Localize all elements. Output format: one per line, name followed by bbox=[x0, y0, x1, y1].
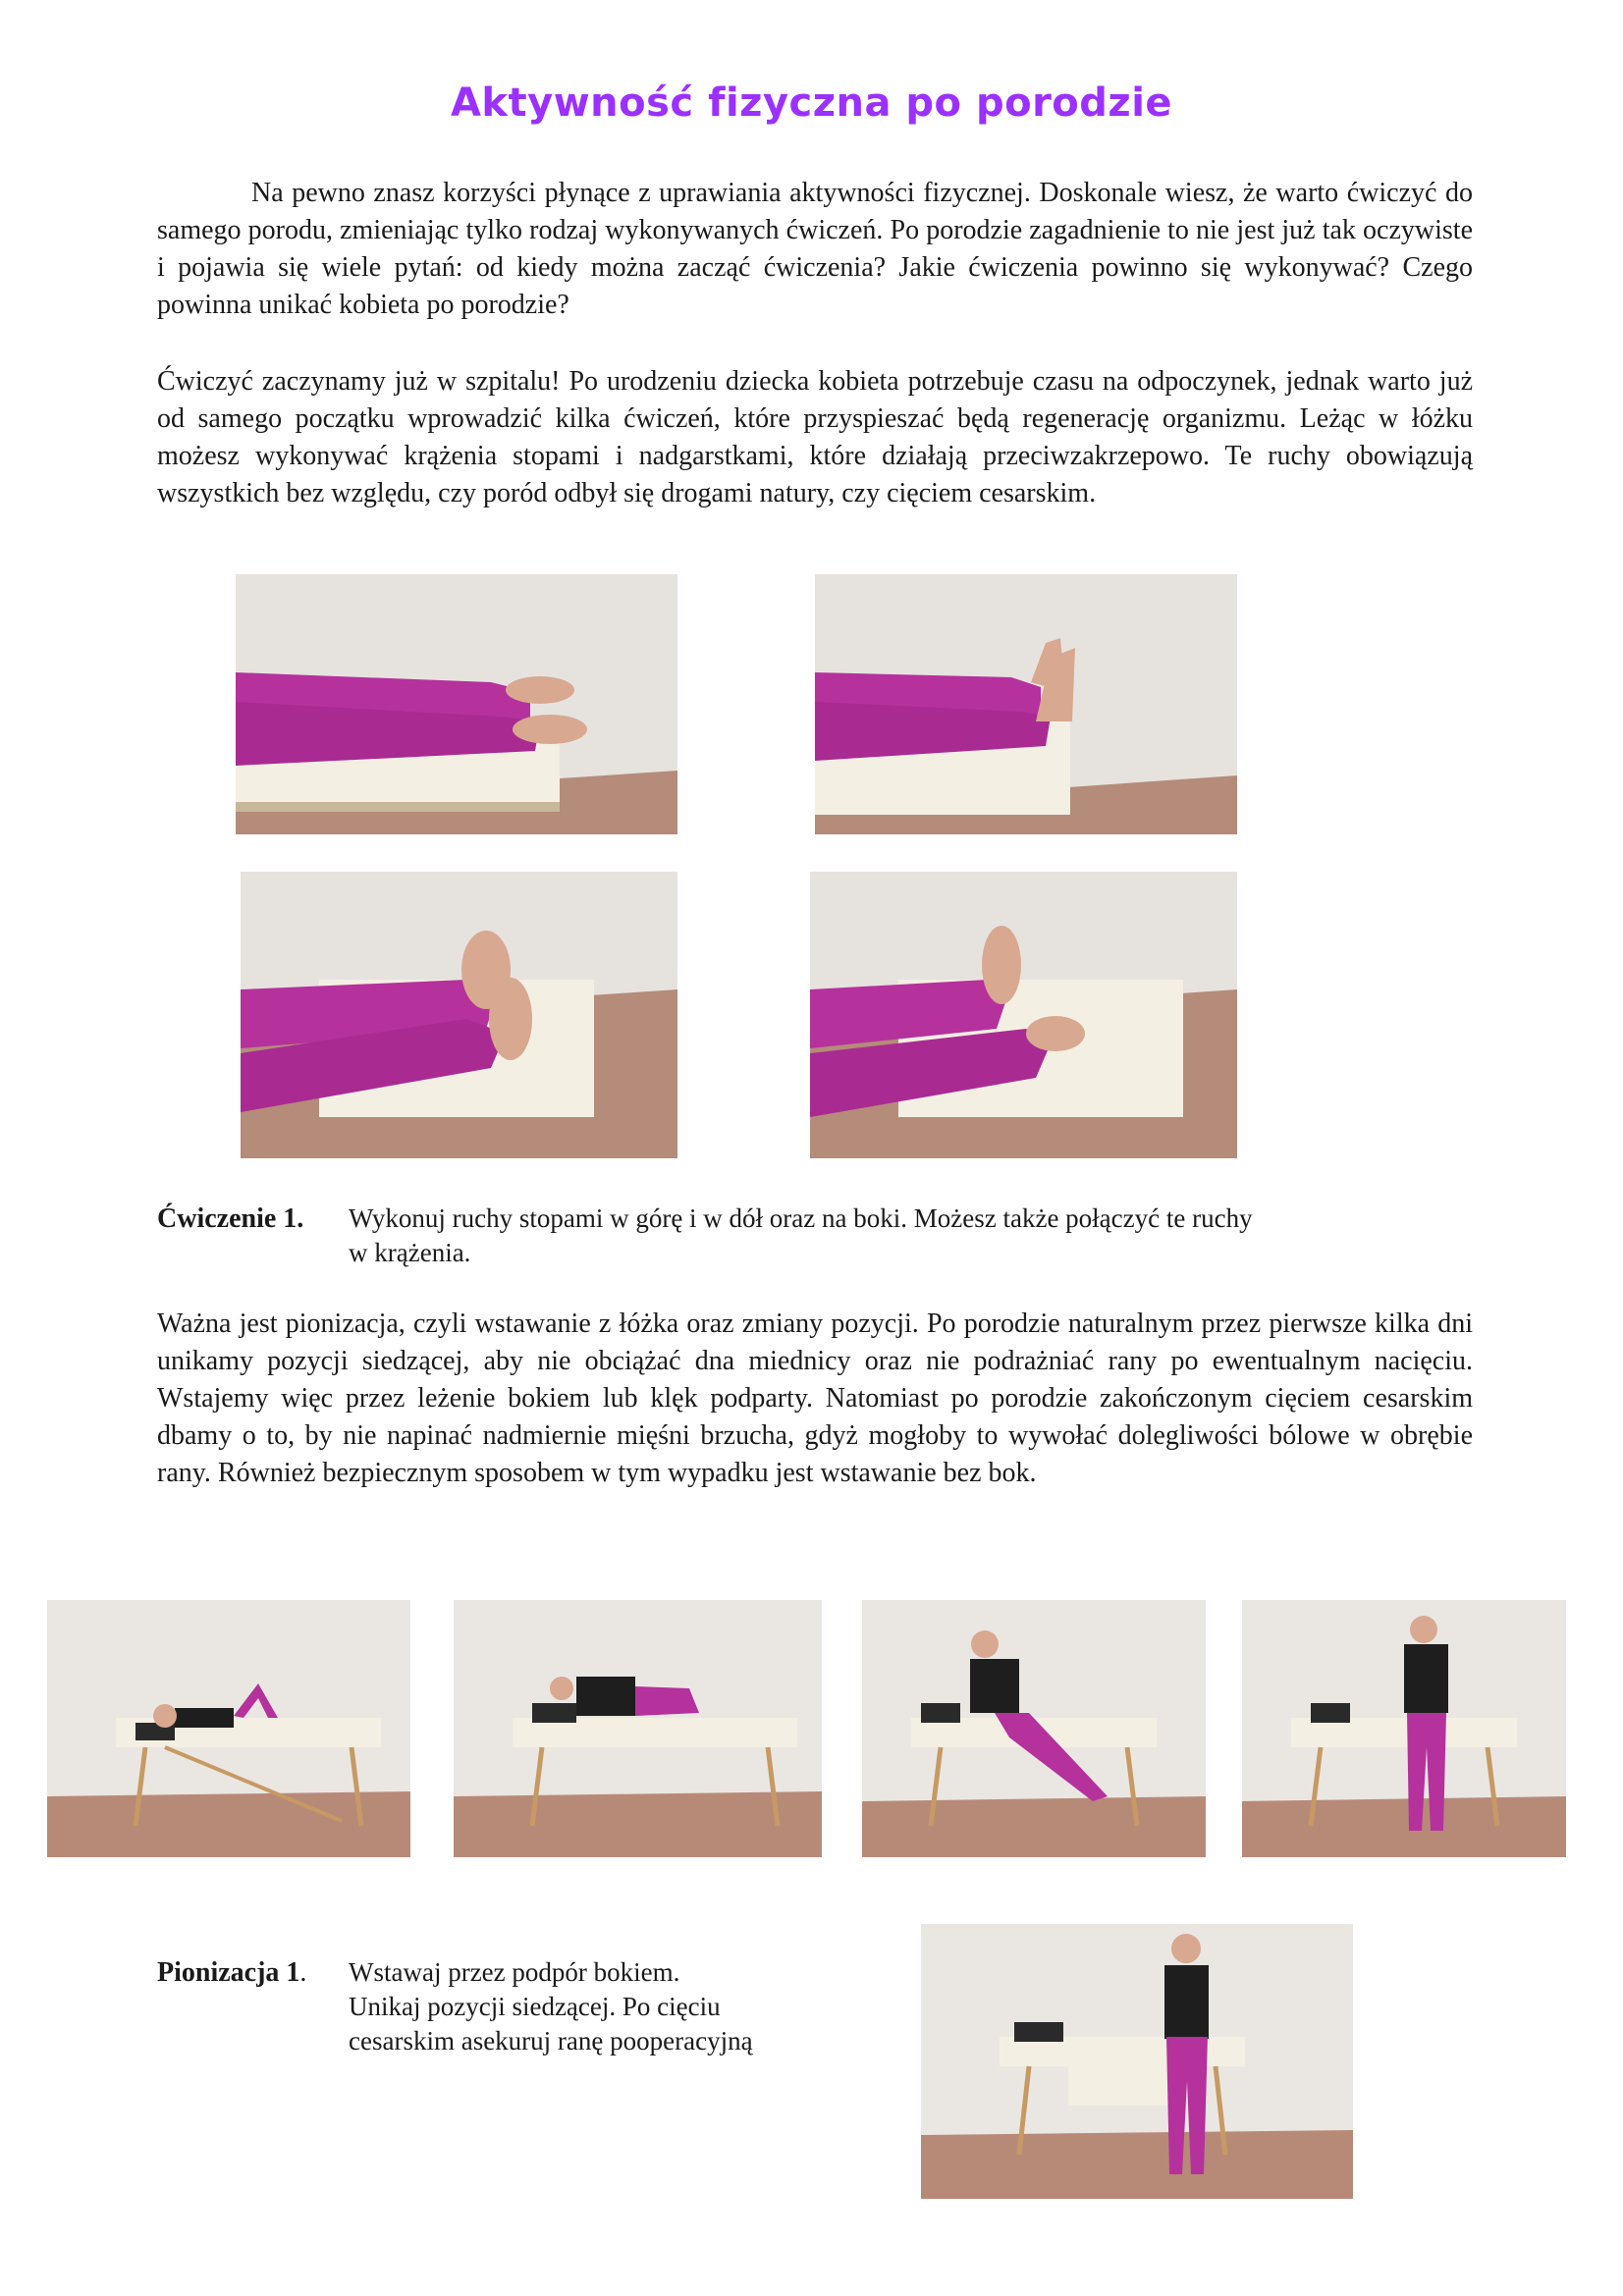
page-title: Aktywność fizyczna po porodzie bbox=[450, 80, 1173, 126]
verticalization-standing-photo bbox=[921, 1924, 1353, 2199]
verticalization-photo-2 bbox=[454, 1600, 822, 1857]
verticalization-1-label-text: Pionizacja 1 bbox=[157, 1957, 300, 1988]
verticalization-photo-3 bbox=[862, 1600, 1206, 1857]
intro-paragraph: Na pewno znasz korzyści płynące z uprawiania aktywności fizycznej. Doskonale wiesz, że warto ćwiczyć do samego porodu, zmieniając tylko rodzaj wykonywanych ćwiczeń. Po porodzie zagadnienie to nie jest już tak oczywiste i pojawia się wiele pytań: od kiedy można zacząć ćwiczenia? Jakie ćwiczenia powinno się wykonywać? Czego powinna unikać kobieta po porodzie? bbox=[157, 178, 1473, 320]
exercise-1-line-2: w krążenia. bbox=[349, 1238, 471, 1267]
exercise-1-label: Ćwiczenie 1. bbox=[157, 1203, 304, 1234]
verticalization-1-line-3: cesarskim asekuruj ranę pooperacyjną bbox=[349, 2026, 753, 2056]
exercise-1-line-1: Wykonuj ruchy stopami w górę i w dół oraz na boki. Możesz także połączyć te ruchy bbox=[349, 1203, 1253, 1233]
verticalization-1-line-1: Wstawaj przez podpór bokiem. bbox=[349, 1957, 680, 1987]
exercise-1-description bbox=[349, 1201, 1253, 1270]
verticalization-1-line-2: Unikaj pozycji siedzącej. Po cięciu bbox=[349, 1992, 721, 2021]
feet-exercise-photo-3 bbox=[241, 872, 677, 1158]
feet-exercise-photo-4 bbox=[810, 872, 1237, 1158]
verticalization-1-label-suffix: . bbox=[299, 1957, 307, 1988]
feet-exercise-photo-1 bbox=[236, 574, 677, 834]
feet-exercise-photo-2 bbox=[815, 574, 1237, 834]
verticalization-1-description bbox=[349, 1955, 753, 2058]
verticalization-photo-4 bbox=[1242, 1600, 1566, 1857]
verticalization-paragraph: Ważna jest pionizacja, czyli wstawanie z łóżka oraz zmiany pozycji. Po porodzie naturalnym przez pierwsze kilka dni unikamy pozycji siedzącej, aby nie obciążać dna miednicy oraz nie podrażniać rany po ewentualnym nacięciu. Wstajemy więc przez leżenie bokiem lub klęk podparty. Natomiast po porodzie zakończonym cięciem cesarskim dbamy o to, by nie napinać nadmiernie mięśni brzucha, gdyż mogłoby to wywołać dolegliwości bólowe w obrębie rany. Również bezpiecznym sposobem w tym wypadku jest wstawanie bez bok. bbox=[157, 1308, 1473, 1488]
verticalization-1-label bbox=[157, 1955, 306, 1991]
hospital-paragraph: Ćwiczyć zaczynamy już w szpitalu! Po urodzeniu dziecka kobieta potrzebuje czasu na odpoczynek, jednak warto już od samego początku wprowadzić kilka ćwiczeń, które przyspieszać będą regenerację organizmu. Leżąc w łóżku możesz wykonywać krążenia stopami i nadgarstkami, które działają przeciwzakrzepowo. Te ruchy obowiązują wszystkich bez względu, czy poród odbył się drogami natury, czy cięciem cesarskim. bbox=[157, 366, 1473, 508]
verticalization-photo-1 bbox=[47, 1600, 410, 1857]
